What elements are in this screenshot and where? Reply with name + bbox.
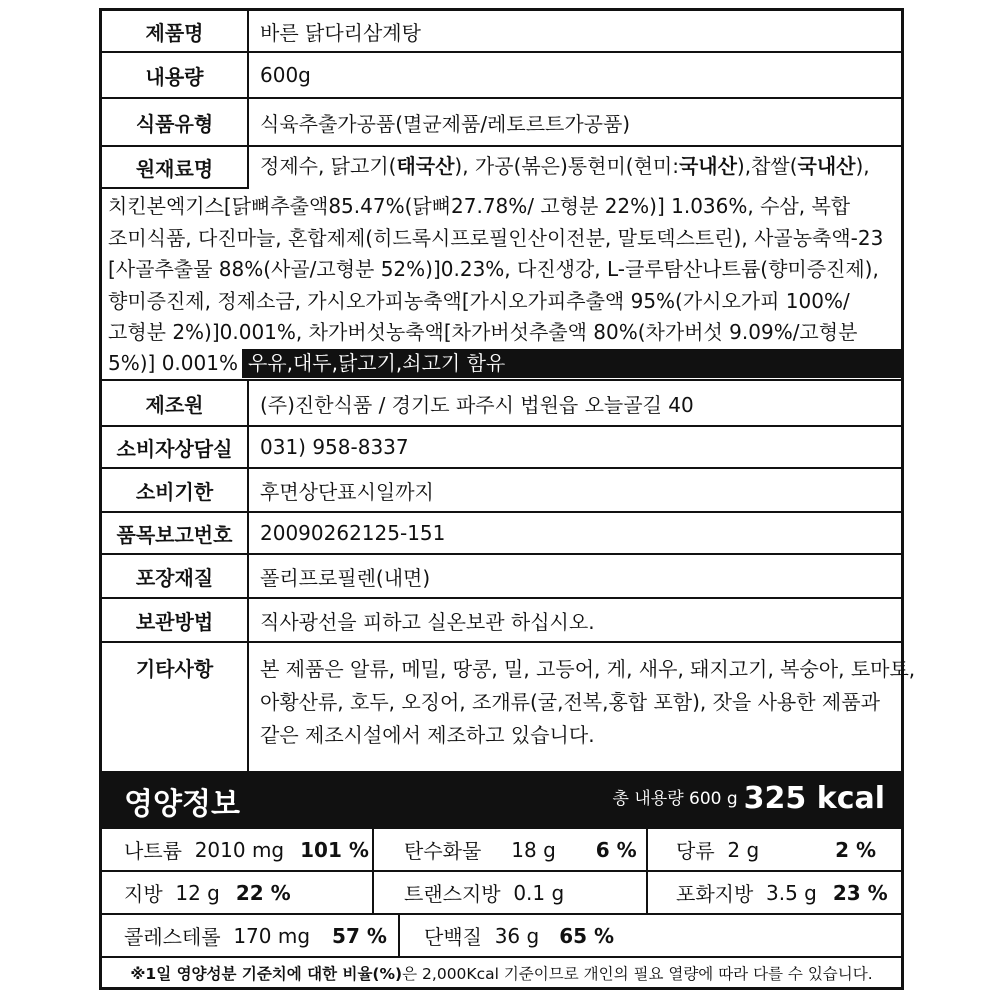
other-notes-line: 본 제품은 알류, 메밀, 땅콩, 밀, 고등어, 게, 새우, 돼지고기, 복숭아, 토마토, <box>260 657 916 681</box>
allergen-notice: 우유,대두,닭고기,쇠고기 함유 <box>242 349 901 378</box>
ingredients-line: 고형분 2%)]0.001%, 차가버섯농축액[차가버섯추출액 80%(차가버섯 9.09%/고형분 <box>108 320 858 344</box>
nutrition-total <box>613 781 885 816</box>
row-label: 품목보고번호 <box>102 513 249 553</box>
row-consumer-center <box>102 427 901 469</box>
row-value: 20090262125-151 <box>260 521 446 545</box>
nutrient-saturated-fat: 포화지방 3.5 g 23 % <box>676 880 888 906</box>
nutrient-sugars: 당류 2 g 2 % <box>676 837 877 863</box>
row-value: 식육추출가공품(멸균제품/레토르트가공품) <box>260 111 631 136</box>
other-notes-line: 아황산류, 호두, 오징어, 조개류(굴,전복,홍합 포함), 잣을 사용한 제품과 <box>260 690 880 714</box>
ingredients-line: [사골추출물 88%(사골/고형분 52%)]0.23%, 다진생강, L-글루탐산나트륨(향미증진제), <box>108 257 879 281</box>
nutrient-trans-fat: 트랜스지방 0.1 g <box>374 872 648 913</box>
row-value: 후면상단표시일까지 <box>260 479 434 504</box>
nutrient-sodium: 나트륨 2010 mg 101 % <box>102 829 374 870</box>
nutrition-title: 영양정보 <box>124 787 240 822</box>
nutrient-fat: 지방 12 g 22 % <box>102 872 374 913</box>
total-content: 총 내용량 600 g <box>612 789 738 809</box>
nutrition-row <box>102 872 901 915</box>
ingredients-line-last: 5%)] 0.001% 우유,대두,닭고기,쇠고기 함유 <box>108 349 901 378</box>
row-label: 원재료명 <box>102 147 249 189</box>
row-net-content <box>102 53 901 99</box>
row-value: 600g <box>260 63 311 87</box>
row-label: 제품명 <box>102 11 249 51</box>
row-report-number <box>102 513 901 555</box>
total-kcal: 325 kcal <box>743 781 885 816</box>
row-label: 소비기한 <box>102 469 249 511</box>
row-label: 식품유형 <box>102 99 249 145</box>
product-info-label <box>99 8 916 990</box>
ingredients-line: 향미증진제, 정제소금, 가시오가피농축액[가시오가피추출액 95%(가시오가피 100%/ <box>108 289 850 313</box>
row-label: 내용량 <box>102 53 249 97</box>
row-label: 포장재질 <box>102 555 249 597</box>
nutrition-row <box>102 829 901 872</box>
row-other <box>102 643 916 771</box>
nutrition-row <box>102 915 901 958</box>
nutrition-footnote: ※1일 영양성분 기준치에 대한 비율(%) 은 2,000Kcal 기준이므로 개인의 필요 열량에 따라 다를 수 있습니다. <box>130 965 873 983</box>
row-manufacturer <box>102 381 901 427</box>
other-notes-line: 같은 제조시설에서 제조하고 있습니다. <box>260 723 595 747</box>
nutrition-header <box>102 771 901 829</box>
row-packaging <box>102 555 901 599</box>
row-food-type <box>102 99 901 147</box>
row-ingredients <box>102 147 901 381</box>
row-value: (주)진한식품 / 경기도 파주시 법원읍 오늘골길 40 <box>260 392 694 417</box>
row-value: 폴리프로필렌(내면) <box>260 565 431 590</box>
nutrient-cholesterol: 콜레스테롤 170 mg 57 % <box>102 915 400 956</box>
row-label: 소비자상담실 <box>102 427 249 467</box>
row-label: 기타사항 <box>102 643 249 771</box>
nutrient-protein: 단백질 36 g 65 % <box>424 923 615 949</box>
row-expiry <box>102 469 901 513</box>
ingredients-line-first: 정제수, 닭고기(태국산), 가공(볶은)통현미(현미:국내산),찹쌀(국내산), <box>260 154 870 178</box>
row-label: 제조원 <box>102 381 249 425</box>
row-value: 직사광선을 피하고 실온보관 하십시오. <box>260 609 595 634</box>
nutrient-carbohydrate: 탄수화물 18 g 6 % <box>374 829 648 870</box>
row-product-name <box>102 11 901 53</box>
other-notes <box>260 653 915 752</box>
ingredients-line: 치킨본엑기스[닭뼈추출액85.47%(닭뼈27.78%/ 고형분 22%)] 1.036%, 수삼, 복합 <box>108 194 851 218</box>
row-label: 보관방법 <box>102 599 249 641</box>
row-value: 바른 닭다리삼계탕 <box>260 20 421 45</box>
row-storage <box>102 599 901 643</box>
ingredients-line: 조미식품, 다진마늘, 혼합제제(히드록시프로필인산이전분, 말토덱스트린), 사골농축액-23 <box>108 226 884 250</box>
row-value: 031) 958-8337 <box>260 435 409 459</box>
